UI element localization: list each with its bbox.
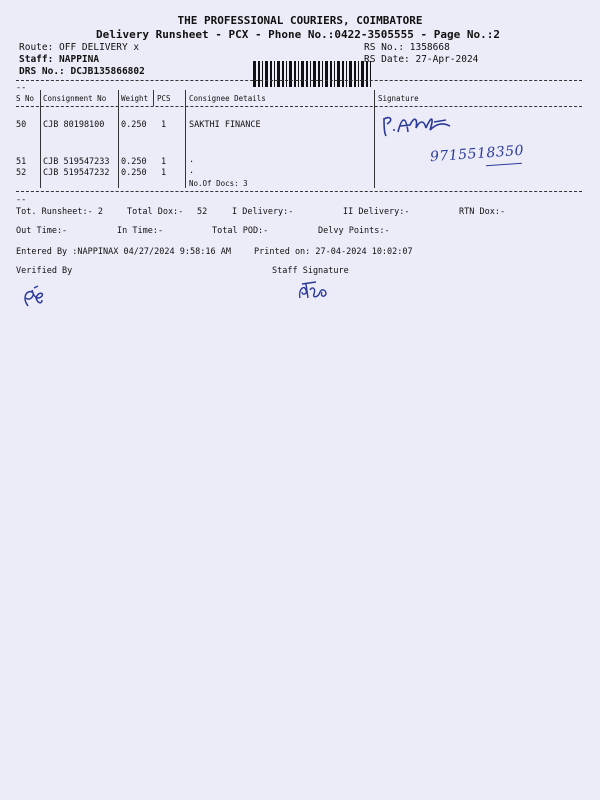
in-time: In Time:-	[117, 226, 164, 236]
barcode-bar	[342, 61, 344, 87]
barcode-bar	[325, 61, 328, 87]
col-sno: S No	[16, 94, 35, 103]
col-weight: Weight	[121, 94, 149, 103]
row-consignee: .	[189, 166, 195, 176]
barcode-bar	[346, 61, 347, 87]
barcode-bar	[354, 61, 356, 87]
verifier-signature	[20, 284, 46, 310]
col-line	[40, 90, 41, 188]
rs-date: RS Date: 27-Apr-2024	[364, 54, 479, 65]
barcode-bar	[289, 61, 292, 87]
barcode-bar	[349, 61, 352, 87]
barcode-bar	[330, 61, 332, 87]
staff-signature	[296, 280, 330, 302]
barcode-bar	[322, 61, 323, 87]
printed-on: Printed on: 27-04-2024 10:02:07	[254, 247, 413, 257]
barcode-bar	[313, 61, 316, 87]
barcode-bar	[286, 61, 287, 87]
row-consignee: .	[189, 155, 195, 165]
table-dash-bottom: --	[16, 195, 27, 205]
barcode-bar	[298, 61, 299, 87]
total-pod: Total POD:-	[212, 226, 269, 236]
row-pcs: 1	[161, 157, 167, 167]
barcode-bar	[262, 61, 263, 87]
total-dox: Total Dox:-	[127, 207, 184, 217]
signature-phone: 9715518350	[429, 142, 525, 166]
row-sno: 50	[16, 120, 27, 130]
row-pcs: 1	[161, 168, 167, 178]
barcode-bar	[258, 61, 260, 87]
barcode-bar	[301, 61, 304, 87]
entered-by: Entered By :NAPPINAX 04/27/2024 9:58:16 AM	[16, 247, 231, 257]
rtn-dox: RTN Dox:-	[459, 207, 506, 217]
barcode-bar	[310, 61, 311, 87]
phone-underline	[486, 163, 522, 167]
divider-top	[16, 80, 582, 81]
row-consignee: SAKTHI FINANCE	[189, 120, 261, 130]
barcode-bar	[282, 61, 284, 87]
row-pcs: 1	[161, 120, 167, 130]
row-consignment: CJB 519547233	[43, 157, 110, 167]
row-consignment: CJB 519547232	[43, 168, 110, 178]
row-consignment: CJB 80198100	[43, 120, 105, 130]
row-sno: 51	[16, 157, 27, 167]
barcode-bar	[274, 61, 275, 87]
rs-number: RS No.: 1358668	[364, 42, 450, 53]
col-consignment: Consignment No	[43, 94, 107, 103]
total-dox-value: 52	[197, 207, 208, 217]
row-weight: 0.250	[121, 157, 147, 167]
staff-signature-label: Staff Signature	[272, 266, 349, 276]
staff-label: Staff: NAPPINA	[19, 54, 100, 65]
barcode-bar	[318, 61, 320, 87]
docs-count: No.Of Docs: 3	[189, 179, 248, 188]
row-weight: 0.250	[121, 120, 147, 130]
row-sno: 52	[16, 168, 27, 178]
col-consignee: Consignee Details	[189, 94, 266, 103]
barcode-bar	[306, 61, 308, 87]
divider-bottom	[16, 191, 582, 192]
barcode-bar	[270, 61, 272, 87]
out-time: Out Time:-	[16, 226, 68, 236]
divider-header	[16, 106, 582, 107]
consignee-signature	[380, 112, 470, 140]
col-line	[185, 90, 186, 188]
col-signature: Signature	[378, 94, 419, 103]
ii-delivery: II Delivery:-	[343, 207, 410, 217]
barcode-bar	[358, 61, 359, 87]
barcode-bar	[253, 61, 256, 87]
drs-number: DRS No.: DCJB135866802	[19, 66, 145, 77]
tot-runsheet: Tot. Runsheet:- 2	[16, 207, 103, 217]
verified-by-label: Verified By	[16, 266, 73, 276]
col-pcs: PCS	[157, 94, 171, 103]
table-dash-top: --	[16, 83, 27, 93]
delvy-points: Delvy Points:-	[318, 226, 390, 236]
row-weight: 0.250	[121, 168, 147, 178]
barcode-bar	[337, 61, 340, 87]
col-line	[374, 90, 375, 188]
col-line	[153, 90, 154, 106]
route-label: Route: OFF DELIVERY x	[19, 42, 140, 53]
i-delivery: I Delivery:-	[232, 207, 294, 217]
barcode-bar	[265, 61, 268, 87]
barcode-bar	[294, 61, 296, 87]
barcode-bar	[277, 61, 280, 87]
company-title: THE PROFESSIONAL COURIERS, COIMBATORE	[177, 14, 423, 27]
barcode	[232, 42, 358, 68]
col-line	[118, 90, 119, 188]
barcode-bar	[334, 61, 335, 87]
runsheet-title: Delivery Runsheet - PCX - Phone No.:0422-3505555 - Page No.:2	[96, 28, 500, 41]
